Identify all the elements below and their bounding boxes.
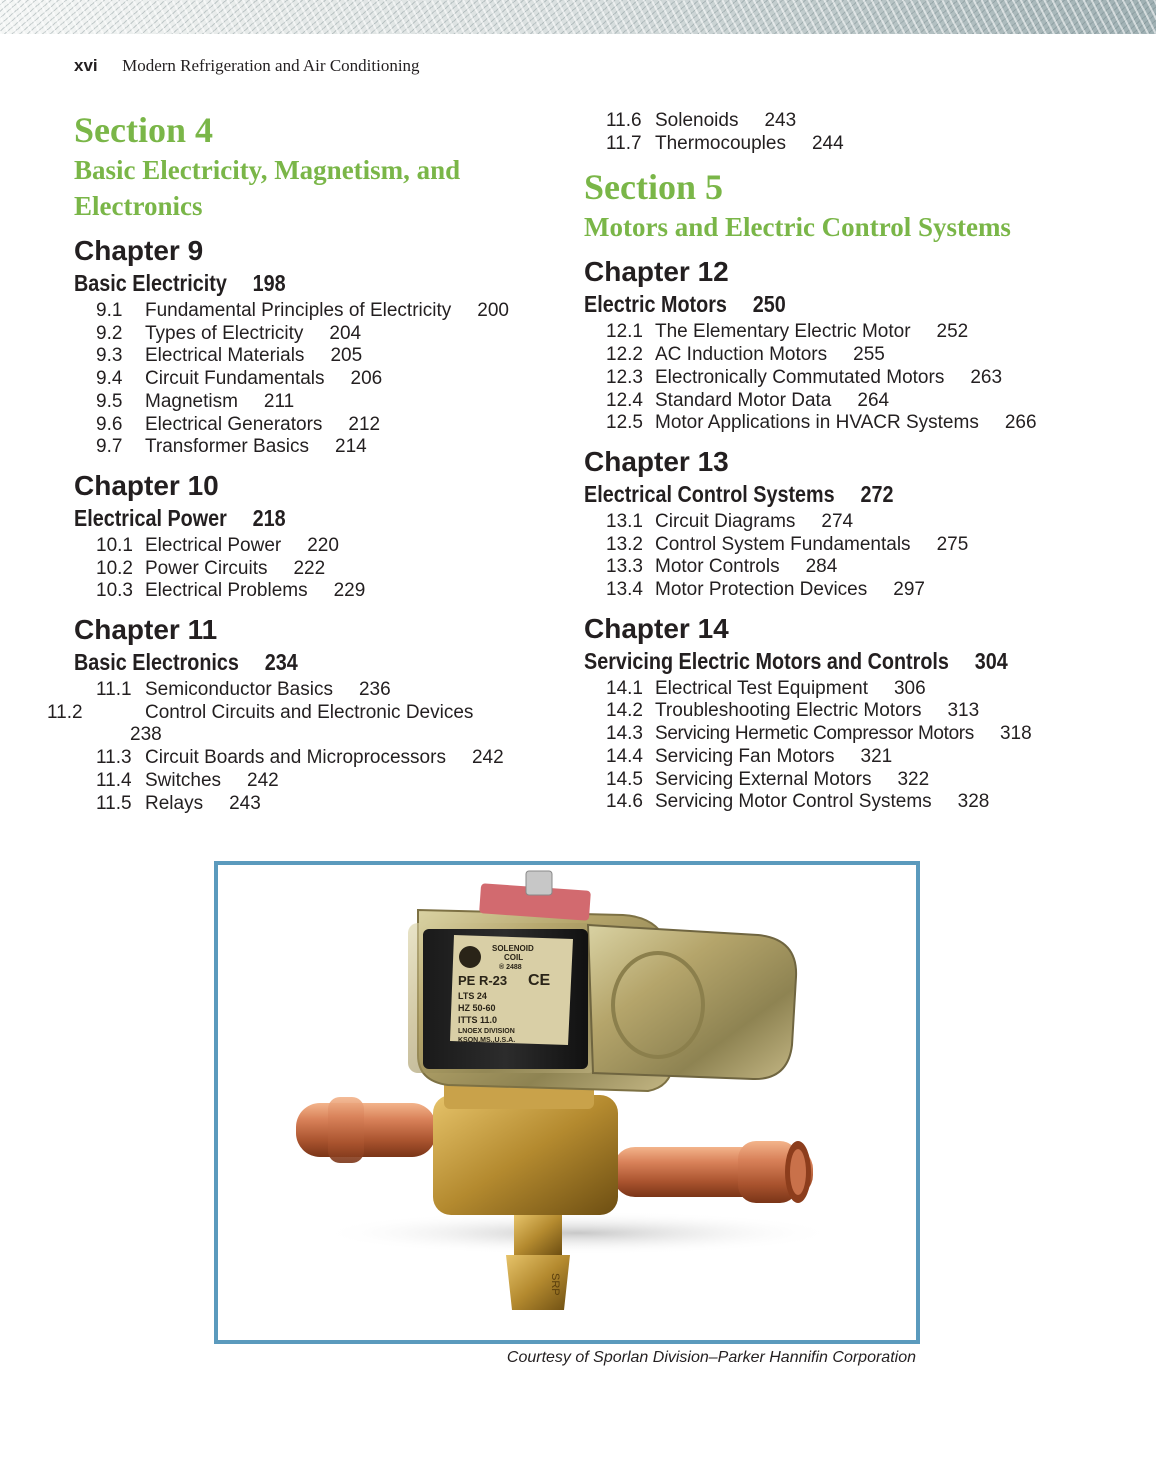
chapter-title-text: Basic Electronics — [74, 649, 239, 676]
entry-title: The Elementary Electric Motor — [655, 321, 911, 343]
entry-page: 206 — [350, 368, 383, 390]
ce-mark: CE — [528, 972, 551, 989]
entry-title: Servicing Fan Motors — [655, 745, 835, 767]
entry-number: 14.5 — [606, 768, 643, 790]
chapter-13-title[interactable] — [584, 479, 1014, 509]
toc-entry-11-4[interactable] — [96, 770, 564, 793]
toc-entry-11-7[interactable] — [606, 133, 1084, 156]
toc-entry-13-3[interactable] — [606, 556, 1084, 579]
entry-title: Electrical Power — [145, 534, 282, 556]
toc-entry-11-3[interactable] — [96, 747, 564, 770]
chapter-10-number: Chapter 10 — [74, 469, 219, 501]
entry-title: Circuit Diagrams — [655, 510, 796, 532]
entry-number: 14.2 — [606, 700, 643, 722]
label-line: ITTS 11.0 — [458, 1015, 498, 1025]
entry-number: 13.1 — [606, 510, 643, 532]
toc-entry-12-1[interactable] — [606, 321, 1084, 344]
book-title: Modern Refrigeration and Air Conditioning — [122, 56, 420, 75]
entry-number: 9.1 — [96, 300, 123, 321]
entry-page: 204 — [329, 322, 362, 344]
chapter-9-title[interactable] — [74, 268, 495, 298]
toc-entry-13-4[interactable] — [606, 579, 1084, 602]
section-4-number: Section 4 — [74, 110, 213, 150]
entry-page: 238 — [130, 724, 162, 746]
entry-number: 13.2 — [606, 533, 643, 555]
chapter-9-number: Chapter 9 — [74, 235, 204, 266]
section-5-title: Motors and Electric Control Systems — [584, 212, 1011, 243]
entry-page: 297 — [893, 579, 925, 601]
toc-entry-9-5[interactable] — [96, 391, 564, 414]
fitting-marking: SRP — [549, 1273, 561, 1296]
chapter-page-number: 198 — [252, 270, 286, 296]
toc-entry-14-6[interactable] — [606, 791, 1084, 814]
entry-page: 220 — [307, 534, 339, 556]
section-4-title-line-2: Electronics — [74, 191, 203, 221]
chapter-page-number: 234 — [264, 649, 298, 676]
chapter-10-title[interactable] — [74, 503, 495, 533]
valve-body — [433, 1095, 618, 1215]
entry-page: 242 — [471, 747, 504, 769]
toc-entry-9-3[interactable] — [96, 345, 564, 368]
label-line: PE R-23 — [458, 973, 508, 988]
chapter-14-entries — [584, 678, 1084, 814]
entry-page: 200 — [477, 300, 509, 321]
entry-page: 306 — [893, 677, 926, 699]
running-head — [74, 56, 420, 76]
toc-entry-9-6[interactable] — [96, 414, 564, 437]
toc-entry-14-3[interactable] — [606, 723, 1084, 746]
entry-number: 12.5 — [606, 412, 643, 434]
entry-number: 10.3 — [96, 580, 133, 602]
je-logo-icon — [459, 946, 481, 968]
entry-page: 264 — [857, 389, 890, 411]
entry-page: 322 — [897, 768, 930, 790]
entry-title: Fundamental Principles of Electricity — [145, 300, 452, 321]
label-line: ® 2488 — [499, 964, 522, 971]
entry-page: 275 — [936, 533, 969, 555]
entry-number: 11.6 — [606, 110, 642, 131]
entry-number: 14.3 — [606, 723, 643, 745]
entry-title: Standard Motor Data — [655, 389, 832, 411]
entry-title: Circuit Boards and Microprocessors — [145, 747, 446, 769]
entry-title: Switches — [145, 769, 222, 791]
entry-title: Servicing Motor Control Systems — [655, 791, 932, 813]
entry-page: 212 — [348, 413, 381, 435]
toc-entry-12-5[interactable] — [606, 412, 1084, 435]
entry-title: Servicing External Motors — [655, 768, 872, 790]
entry-title: Power Circuits — [145, 557, 268, 579]
chapter-10-entries — [74, 535, 564, 603]
toc-left-column — [47, 108, 564, 815]
toc-entry-13-2[interactable] — [606, 534, 1084, 557]
chapter-9-entries — [74, 300, 564, 459]
entry-title: AC Induction Motors — [655, 344, 828, 366]
entry-title: Semiconductor Basics — [145, 679, 333, 701]
figure-frame — [214, 861, 920, 1344]
chapter-page-number: 250 — [752, 291, 786, 318]
toc-entry-9-2[interactable] — [96, 323, 564, 346]
entry-number: 11.4 — [96, 769, 132, 791]
entry-number: 12.3 — [606, 366, 643, 388]
photo-shadow — [318, 1211, 838, 1255]
entry-page: 252 — [936, 321, 969, 343]
entry-number: 9.5 — [96, 390, 123, 412]
chapter-title-text: Servicing Electric Motors and Controls — [584, 647, 949, 674]
entry-number: 13.4 — [606, 579, 643, 601]
entry-title: Electrical Problems — [145, 580, 308, 602]
entry-page: 313 — [947, 700, 980, 722]
label-line: SOLENOID — [492, 944, 534, 953]
label-line: COIL — [504, 953, 524, 962]
chapter-page-number: 272 — [860, 480, 894, 507]
entry-number: 11.1 — [96, 679, 132, 701]
entry-page: 284 — [805, 556, 838, 578]
decorative-top-band — [0, 0, 1156, 34]
entry-number: 9.7 — [96, 436, 123, 458]
entry-title: Electrical Generators — [145, 413, 323, 435]
toc-entry-12-4[interactable] — [606, 390, 1084, 413]
toc-entry-9-4[interactable] — [96, 368, 564, 391]
entry-page: 244 — [811, 132, 844, 154]
entry-number: 14.6 — [606, 791, 643, 813]
entry-number: 11.2 — [47, 701, 83, 723]
entry-title: Motor Protection Devices — [655, 579, 868, 601]
entry-title: Relays — [145, 792, 204, 814]
chapter-11-number: Chapter 11 — [74, 614, 218, 646]
entry-number: 9.6 — [96, 413, 123, 435]
toc-entry-9-1[interactable] — [96, 300, 564, 323]
chapter-12-number: Chapter 12 — [584, 256, 729, 288]
entry-title: Thermocouples — [655, 132, 786, 154]
entry-page: 211 — [263, 390, 295, 412]
figure-credit: Courtesy of Sporlan Division–Parker Hannifin Corporation — [506, 1349, 916, 1366]
entry-number: 10.2 — [96, 557, 133, 579]
toc-entry-14-2[interactable] — [606, 700, 1084, 723]
entry-page: 328 — [957, 791, 990, 813]
toc-entry-14-1[interactable] — [606, 678, 1084, 701]
chapter-14-title[interactable] — [584, 646, 1014, 676]
toc-entry-10-2[interactable] — [96, 558, 564, 581]
entry-page: 243 — [229, 792, 261, 814]
chapter-12-title[interactable] — [584, 289, 1014, 319]
solenoid-valve-photo — [218, 865, 916, 1340]
toc-entry-11-2[interactable] — [47, 701, 564, 747]
toc-entry-11-6[interactable] — [606, 110, 1084, 133]
entry-number: 10.1 — [96, 534, 133, 556]
toc-entry-14-5[interactable] — [606, 769, 1084, 792]
entry-page: 214 — [335, 436, 367, 458]
entry-page: 318 — [999, 723, 1032, 745]
entry-title: Transformer Basics — [145, 436, 309, 458]
label-line: KSON,MS.,U.S.A. — [458, 1037, 516, 1044]
entry-title: Circuit Fundamentals — [145, 368, 325, 390]
toc-entry-10-1[interactable] — [96, 535, 564, 558]
entry-page: 229 — [333, 580, 366, 602]
chapter-page-number: 304 — [974, 647, 1008, 674]
entry-title: Electronically Commutated Motors — [655, 366, 945, 388]
entry-number: 9.2 — [96, 322, 123, 344]
entry-title: Motor Applications in HVACR Systems — [655, 412, 979, 434]
label-line: HZ 50-60 — [458, 1003, 496, 1013]
chapter-11-entries — [47, 679, 564, 815]
entry-number: 14.4 — [606, 745, 643, 767]
entry-page: 222 — [293, 557, 326, 579]
chapter-11-title[interactable] — [74, 647, 495, 677]
entry-number: 12.2 — [606, 344, 643, 366]
bottom-fitting — [514, 1215, 562, 1255]
chapter-page-number: 218 — [252, 504, 286, 531]
section-4-title-line-1: Basic Electricity, Magnetism, and — [74, 155, 461, 185]
chapter-13-number: Chapter 13 — [584, 445, 729, 477]
entry-page: 255 — [853, 344, 885, 366]
entry-page: 236 — [358, 679, 391, 701]
entry-page: 274 — [821, 510, 854, 532]
toc-entry-11-1[interactable] — [96, 679, 564, 702]
page-folio: xvi — [74, 56, 98, 75]
chapter-14-number: Chapter 14 — [584, 612, 729, 644]
chapter-title-text: Electrical Control Systems — [584, 480, 835, 507]
section-5-number: Section 5 — [584, 167, 723, 208]
entry-page: 205 — [330, 345, 363, 367]
entry-number: 11.3 — [96, 747, 132, 769]
entry-page: 266 — [1004, 412, 1037, 434]
entry-number: 11.7 — [606, 132, 642, 154]
entry-number: 12.4 — [606, 389, 643, 411]
entry-number: 12.1 — [606, 321, 643, 343]
entry-page: 243 — [764, 110, 797, 131]
toc-right-column — [584, 108, 1084, 814]
label-line: LTS 24 — [458, 991, 487, 1001]
left-copper-tube — [296, 1103, 436, 1157]
chapter-12-entries — [584, 321, 1084, 435]
chapter-title-text: Electric Motors — [584, 291, 727, 318]
coil-end-cap — [588, 925, 796, 1079]
toc-entry-9-7[interactable] — [96, 436, 564, 459]
chapter-11-entries-continued — [584, 110, 1084, 155]
entry-page: 242 — [247, 769, 279, 791]
toc-entry-10-3[interactable] — [96, 580, 564, 603]
entry-title: Control System Fundamentals — [655, 533, 911, 555]
chapter-title-text: Basic Electricity — [74, 270, 227, 296]
entry-page: 263 — [970, 366, 1003, 388]
entry-title: Motor Controls — [655, 556, 780, 578]
entry-title: Control Circuits and Electronic Devices — [145, 701, 474, 723]
label-line: LNOEX DIVISION — [458, 1028, 515, 1035]
entry-number: 11.5 — [96, 792, 132, 814]
toc-entry-12-3[interactable] — [606, 367, 1084, 390]
entry-number: 14.1 — [606, 677, 643, 699]
toc-entry-12-2[interactable] — [606, 344, 1084, 367]
entry-title: Solenoids — [655, 110, 739, 131]
entry-title: Types of Electricity — [145, 322, 304, 344]
entry-title: Electrical Materials — [145, 345, 305, 367]
entry-number: 13.3 — [606, 556, 643, 578]
entry-title: Troubleshooting Electric Motors — [655, 700, 922, 722]
toc-entry-11-5[interactable] — [96, 793, 564, 816]
entry-page: 321 — [860, 745, 893, 767]
entry-title: Magnetism — [145, 390, 238, 412]
toc-entry-13-1[interactable] — [606, 511, 1084, 534]
entry-number: 9.4 — [96, 368, 123, 390]
toc-entry-14-4[interactable] — [606, 746, 1084, 769]
entry-title: Electrical Test Equipment — [655, 677, 868, 699]
entry-number: 9.3 — [96, 345, 123, 367]
chapter-13-entries — [584, 511, 1084, 602]
entry-title: Servicing Hermetic Compressor Motors — [655, 723, 974, 745]
chapter-title-text: Electrical Power — [74, 504, 227, 531]
